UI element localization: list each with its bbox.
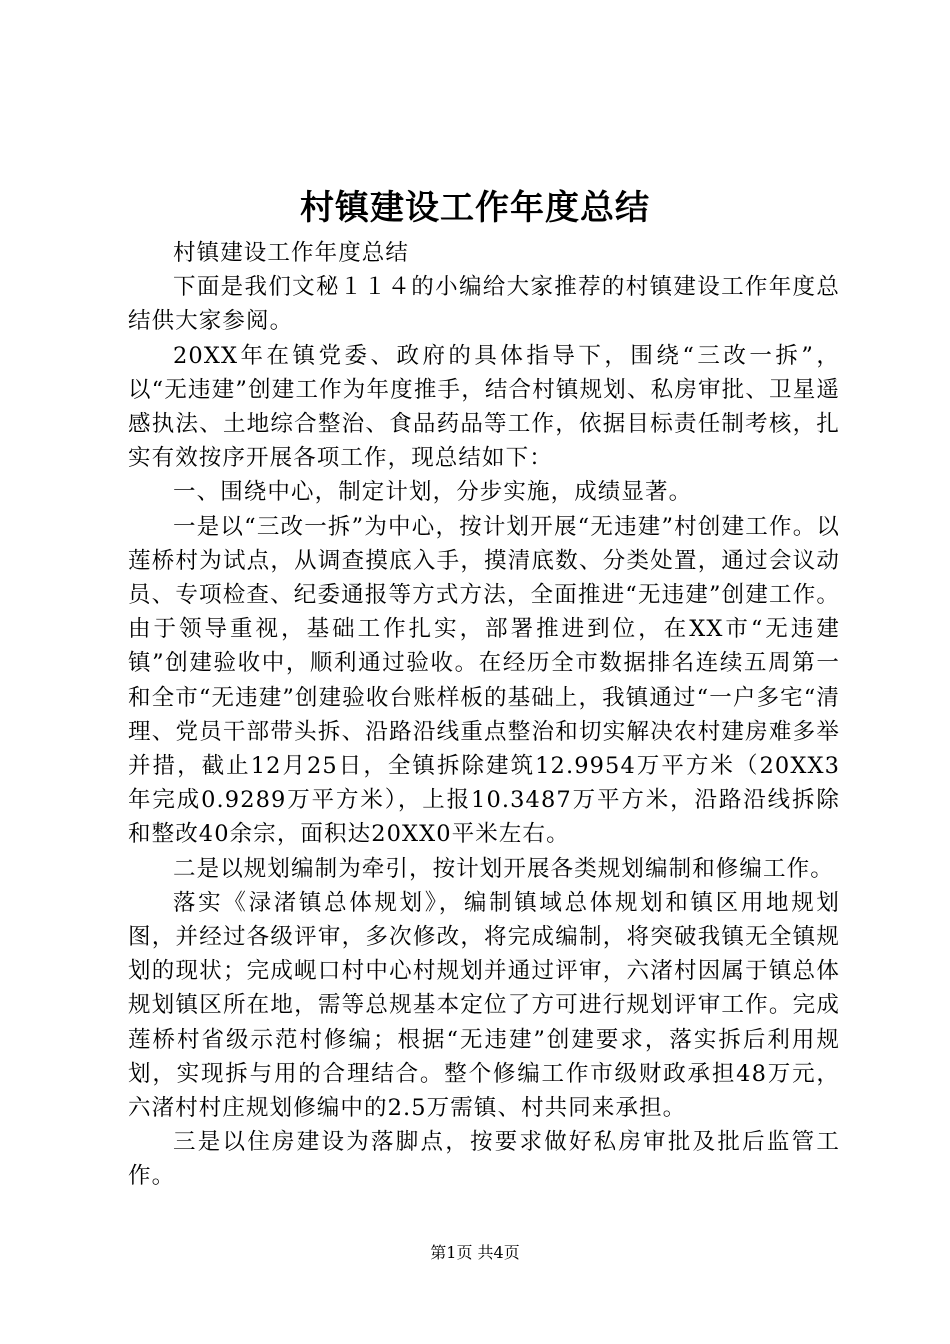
paragraph-planning: 落实《渌渚镇总体规划》，编制镇域总体规划和镇区用地规划图，并经过各级评审，多次修改，将完成编制，将突破我镇无全镇规划的现状；完成岘口村中心村规划并通过评审，六渚村因属于镇总体规划镇区所在地，需等总规基本定位了方可进行规划评审工作。完成莲桥村省级示范村修编；根据“无违建”创建要求，落实拆后利用规划，实现拆与用的合理结合。整个修编工作市级财政承担48万元，六渚村村庄规划修编中的2.5万需镇、村共同来承担。 — [128, 889, 840, 1122]
paragraph-intro: 下面是我们文秘１１４的小编给大家推荐的村镇建设工作年度总结供大家参阅。 — [128, 274, 840, 335]
paragraph-item-three: 三是以住房建设为落脚点，按要求做好私房审批及批后监管工作。 — [128, 1129, 840, 1190]
document-body — [128, 236, 840, 1194]
paragraph-section-one: 一、围绕中心，制定计划，分步实施，成绩显著。 — [173, 479, 693, 506]
paragraph-item-one: 一是以“三改一拆”为中心，按计划开展“无违建”村创建工作。以莲桥村为试点，从调查摸底入手，摸清底数、分类处置，通过会议动员、专项检查、纪委通报等方式方法，全面推进“无违建”创建工作。由于领导重视，基础工作扎实，部署推进到位，在XX市“无违建镇”创建验收中，顺利通过验收。在经历全市数据排名连续五周第一和全市“无违建”创建验收台账样板的基础上，我镇通过“一户多宅“清理、党员干部带头拆、沿路沿线重点整治和切实解决农村建房难多举并措，截止12月25日，全镇拆除建筑12.9954万平方米（20XX3年完成0.9289万平方米），上报10.3487万平方米，沿路沿线拆除和整改40余宗，面积达20XX0平米左右。 — [128, 513, 840, 848]
paragraph-heading: 村镇建设工作年度总结 — [173, 240, 410, 266]
document-title: 村镇建设工作年度总结 — [300, 188, 650, 228]
paragraph-item-two: 二是以规划编制为牵引，按计划开展各类规划编制和修编工作。 — [173, 855, 834, 882]
paragraph-overview: 20XX年在镇党委、政府的具体指导下，围绕“三改一拆”，以“无违建”创建工作为年度推手，结合村镇规划、私房审批、卫星遥感执法、土地综合整治、食品药品等工作，依据目标责任制考核，扎实有效按序开展各项工作，现总结如下： — [128, 342, 840, 472]
page-footer: 第1页 共4页 — [430, 1243, 520, 1262]
